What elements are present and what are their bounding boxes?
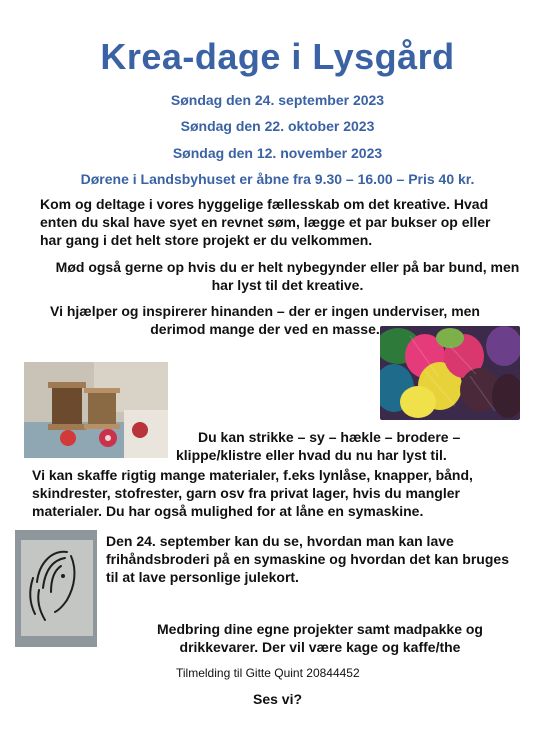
materials-paragraph [32, 466, 547, 520]
activities-paragraph [176, 428, 496, 464]
bring-paragraph [130, 620, 510, 656]
intro-paragraph [40, 195, 540, 249]
registration-text: Tilmelding til Gitte Quint 20844452 [176, 666, 360, 680]
spools-photo [24, 362, 168, 458]
text-line: Mød også gerne op hvis du er helt nybegynder eller på bar bund, men [55, 259, 520, 275]
doors-line: Dørene i Landsbyhuset er åbne fra 9.30 – 16.00 – Pris 40 kr. [80, 171, 475, 187]
text-line: Vi kan skaffe rigtig mange materialer, f.eks lynlåse, knapper, bånd, [32, 467, 473, 483]
beginner-paragraph [20, 258, 555, 294]
embroidery-photo [15, 530, 97, 647]
text-line: materialer. Du har også mulighed for at låne en symaskine. [32, 503, 424, 519]
text-line: har gang i det helt store projekt er du velkommen. [40, 232, 373, 248]
text-line: klippe/klistre eller hvad du nu har lyst til. [176, 447, 447, 463]
text-line: Den 24. september kan du se, hvordan man kan lave [106, 533, 454, 549]
text-line: Du kan strikke – sy – hækle – brodere – [198, 429, 461, 445]
text-line: Vi hjælper og inspirerer hinanden – der er ingen underviser, men [50, 303, 480, 319]
text-line: enten du skal have syet en revnet søm, lægge et par bukser op eller [40, 214, 491, 230]
text-line: frihåndsbroderi på en symaskine og hvordan det kan bruges [106, 551, 509, 567]
text-line: drikkevarer. Der vil være kage og kaffe/the [179, 639, 461, 655]
text-line: til at lave personlige julekort. [106, 569, 299, 585]
date-3: Søndag den 12. november 2023 [172, 145, 383, 161]
date-1: Søndag den 24. september 2023 [170, 92, 385, 108]
text-line: derimod mange der ved en masse. [150, 321, 380, 337]
closing-text: Ses vi? [252, 691, 303, 707]
demo-paragraph [106, 532, 551, 586]
text-line: har lyst til det kreative. [211, 277, 364, 293]
page-title: Krea-dage i Lysgård [100, 36, 455, 77]
text-line: skindrester, stofrester, garn osv fra privat lager, hvis du mangler [32, 485, 460, 501]
text-line: Medbring dine egne projekter samt madpakke og [157, 621, 483, 637]
text-line: Kom og deltage i vores hyggelige fællesskab om det kreative. Hvad [40, 196, 489, 212]
yarn-photo [380, 326, 520, 420]
date-2: Søndag den 22. oktober 2023 [180, 118, 375, 134]
